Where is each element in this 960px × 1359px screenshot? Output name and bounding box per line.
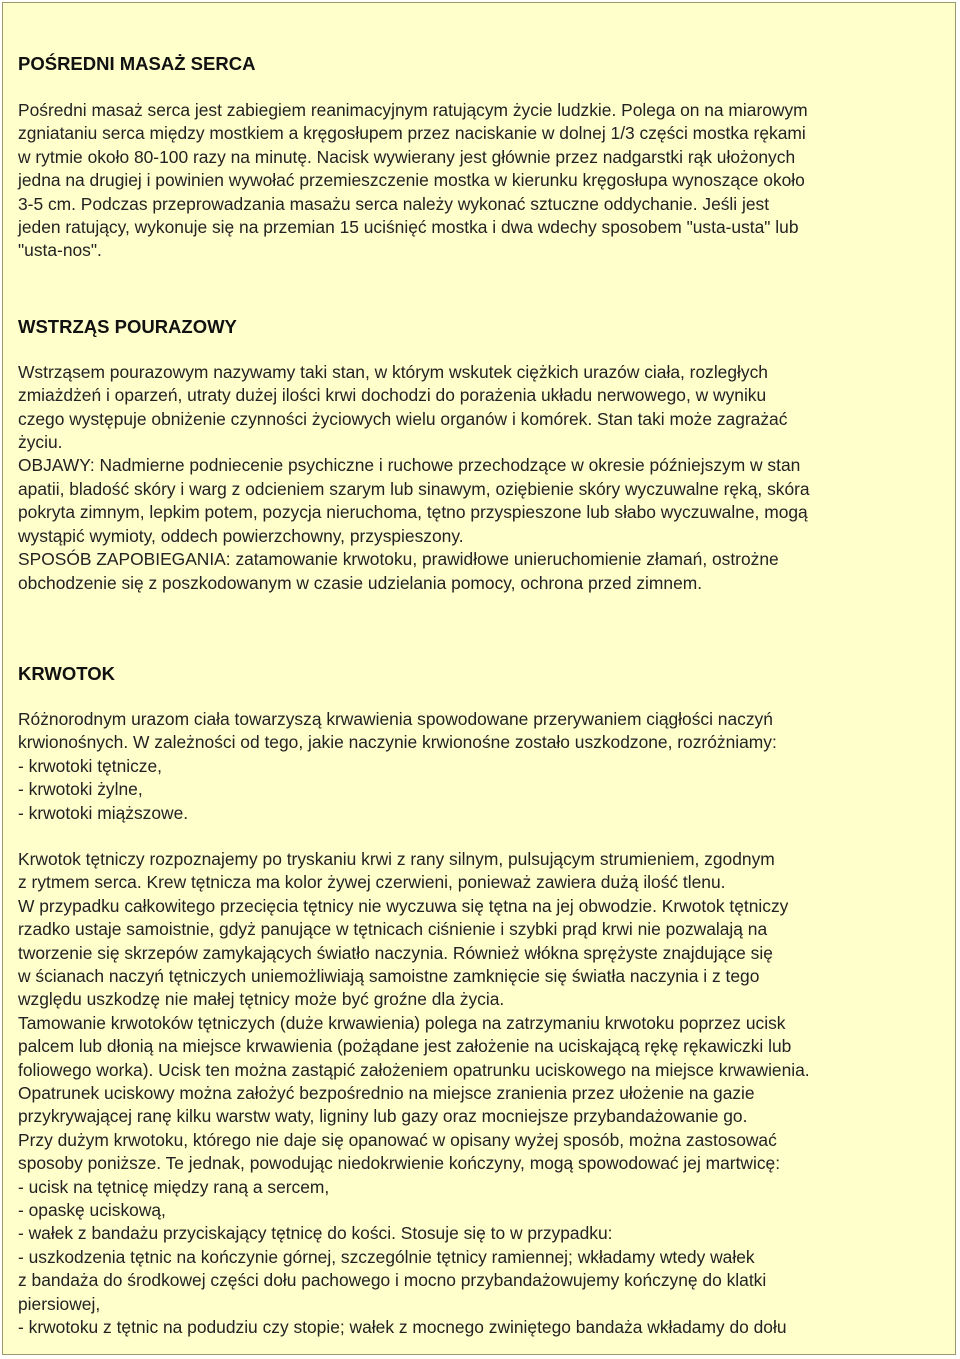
section-heading-cpr: POŚREDNI MASAŻ SERCA bbox=[18, 53, 256, 74]
text-line: "usta-nos". bbox=[18, 240, 102, 261]
text-line: czego występuje obniżenie czynności życiowych wielu organów i komórek. Stan taki może zagrażać bbox=[18, 408, 788, 429]
list-item: - krwotoku z tętnic na podudziu czy stopie; wałek z mocnego zwiniętego bandaża wkładamy do dołu bbox=[18, 1317, 787, 1338]
list-item: - krwotoki tętnicze, bbox=[18, 755, 162, 776]
text-line: Różnorodnym urazom ciała towarzyszą krwawienia spowodowane przerywaniem ciągłości naczyń bbox=[18, 708, 773, 729]
document-page bbox=[2, 2, 956, 1355]
text-line: w rytmie około 80-100 razy na minutę. Nacisk wywierany jest głównie przez nadgarstki rąk ułożonych bbox=[18, 146, 796, 167]
text-line: Tamowanie krwotoków tętniczych (duże krwawienia) polega na zatrzymaniu krwotoku poprzez ucisk bbox=[18, 1012, 786, 1033]
section-intro-bleeding bbox=[18, 708, 946, 825]
text-line: względu uszkodzę nie małej tętnicy może być groźne dla życia. bbox=[18, 989, 505, 1010]
list-item: - ucisk na tętnicę między raną a sercem, bbox=[18, 1176, 330, 1197]
text-line: zmiażdżeń i oparzeń, utraty dużej ilości krwi dochodzi do porażenia układu nerwowego, w wyniku bbox=[18, 385, 767, 406]
text-line: apatii, bladość skóry i warg z odcieniem szarym lub sinawym, oziębienie skóry wyczuwalne ręką, skóra bbox=[18, 478, 810, 499]
document-content bbox=[18, 51, 946, 1339]
text-line: w ścianach naczyń tętniczych uniemożliwiają samoistne zamknięcie się światła naczynia i z tego bbox=[18, 965, 760, 986]
list-item: - wałek z bandażu przyciskający tętnicę do kości. Stosuje się to w przypadku: bbox=[18, 1223, 613, 1244]
text-line: zgniataniu serca między mostkiem a kręgosłupem przez naciskanie w dolnej 1/3 części mostka rękami bbox=[18, 123, 806, 144]
list-item: - opaskę uciskową, bbox=[18, 1200, 166, 1221]
text-line: jedna na drugiej i powinien wywołać przemieszczenie mostka w kierunku kręgosłupa wynoszące około bbox=[18, 170, 805, 191]
text-line: krwionośnych. W zależności od tego, jakie naczynie krwionośne zostało uszkodzone, rozróżniamy: bbox=[18, 732, 777, 753]
section-body-shock bbox=[18, 361, 946, 595]
text-line: z rytmem serca. Krew tętnicza ma kolor żywej czerwieni, ponieważ zawiera dużą ilość tlenu. bbox=[18, 872, 726, 893]
text-line: tworzenie się skrzepów zamykających światło naczynia. Również włókna sprężyste znajdujące się bbox=[18, 942, 773, 963]
section-body-bleeding bbox=[18, 848, 946, 1340]
text-line: palcem lub dłonią na miejsce krwawienia (pożądane jest założenie na uciskającą rękę rękawiczki lub bbox=[18, 1036, 792, 1057]
text-line: z bandaża do środkowej części dołu pachowego i mocno przybandażowujemy kończynę do klatki bbox=[18, 1270, 767, 1291]
section-heading-bleeding: KRWOTOK bbox=[18, 662, 115, 684]
text-line: SPOSÓB ZAPOBIEGANIA: zatamowanie krwotoku, prawidłowe unieruchomienie złamań, ostrożne bbox=[18, 549, 779, 570]
text-line: Opatrunek uciskowy można założyć bezpośrednio na miejsce zranienia przez ułożenie na gazie bbox=[18, 1083, 755, 1103]
list-item: - uszkodzenia tętnic na kończynie górnej, szczególnie tętnicy ramiennej; wkładamy wtedy wałek bbox=[18, 1246, 755, 1267]
section-body-cpr bbox=[18, 99, 946, 263]
text-line: jeden ratujący, wykonuje się na przemian 15 uciśnięć mostka i dwa wdechy sposobem "usta-usta" lub bbox=[18, 217, 799, 238]
text-line: wystąpić wymioty, oddech powierzchowny, przyspieszony. bbox=[18, 525, 464, 546]
text-line: foliowego worka). Ucisk ten można zastąpić założeniem opatrunku uciskowego na miejsce krwawienia. bbox=[18, 1059, 810, 1080]
text-line: przykrywającej ranę kilku warstw waty, ligniny lub gazy oraz mocniejsze przybandażowanie go. bbox=[18, 1106, 748, 1127]
text-line: Pośredni masaż serca jest zabiegiem reanimacyjnym ratującym życie ludzkie. Polega on na miarowym bbox=[18, 100, 808, 120]
text-line: Krwotok tętniczy rozpoznajemy po tryskaniu krwi z rany silnym, pulsującym strumieniem, zgodnym bbox=[18, 848, 775, 869]
list-item: - krwotoki żylne, bbox=[18, 779, 143, 800]
text-line: pokryta zimnym, lepkim potem, pozycja nieruchoma, tętno przyspieszone lub słabo wyczuwalne, mogą bbox=[18, 502, 808, 523]
text-line: rzadko ustaje samoistnie, gdyż panujące w tętnicach ciśnienie i szybki prąd krwi nie pozwalają na bbox=[18, 919, 768, 940]
text-line: obchodzenie się z poszkodowanym w czasie udzielania pomocy, ochrona przed zimnem. bbox=[18, 572, 703, 593]
text-line: piersiowej, bbox=[18, 1293, 101, 1314]
text-line: 3-5 cm. Podczas przeprowadzania masażu serca należy wykonać sztuczne oddychanie. Jeśli jest bbox=[18, 193, 770, 214]
text-line: W przypadku całkowitego przecięcia tętnicy nie wyczuwa się tętna na jej obwodzie. Krwotok tętniczy bbox=[18, 895, 789, 916]
text-line: Przy dużym krwotoku, którego nie daje się opanować w opisany wyżej sposób, można zastosować bbox=[18, 1129, 777, 1150]
list-item: - krwotoki miąższowe. bbox=[18, 802, 189, 823]
text-line: sposoby poniższe. Te jednak, powodując niedokrwienie kończyny, mogą spowodować jej martwicę: bbox=[18, 1153, 781, 1174]
text-line: Wstrząsem pourazowym nazywamy taki stan, w którym wskutek ciężkich urazów ciała, rozległych bbox=[18, 361, 768, 382]
section-heading-shock: WSTRZĄS POURAZOWY bbox=[18, 315, 237, 337]
text-line: OBJAWY: Nadmierne podniecenie psychiczne i ruchowe przechodzące w okresie późniejszym w stan bbox=[18, 455, 801, 476]
text-line: życiu. bbox=[18, 432, 63, 453]
